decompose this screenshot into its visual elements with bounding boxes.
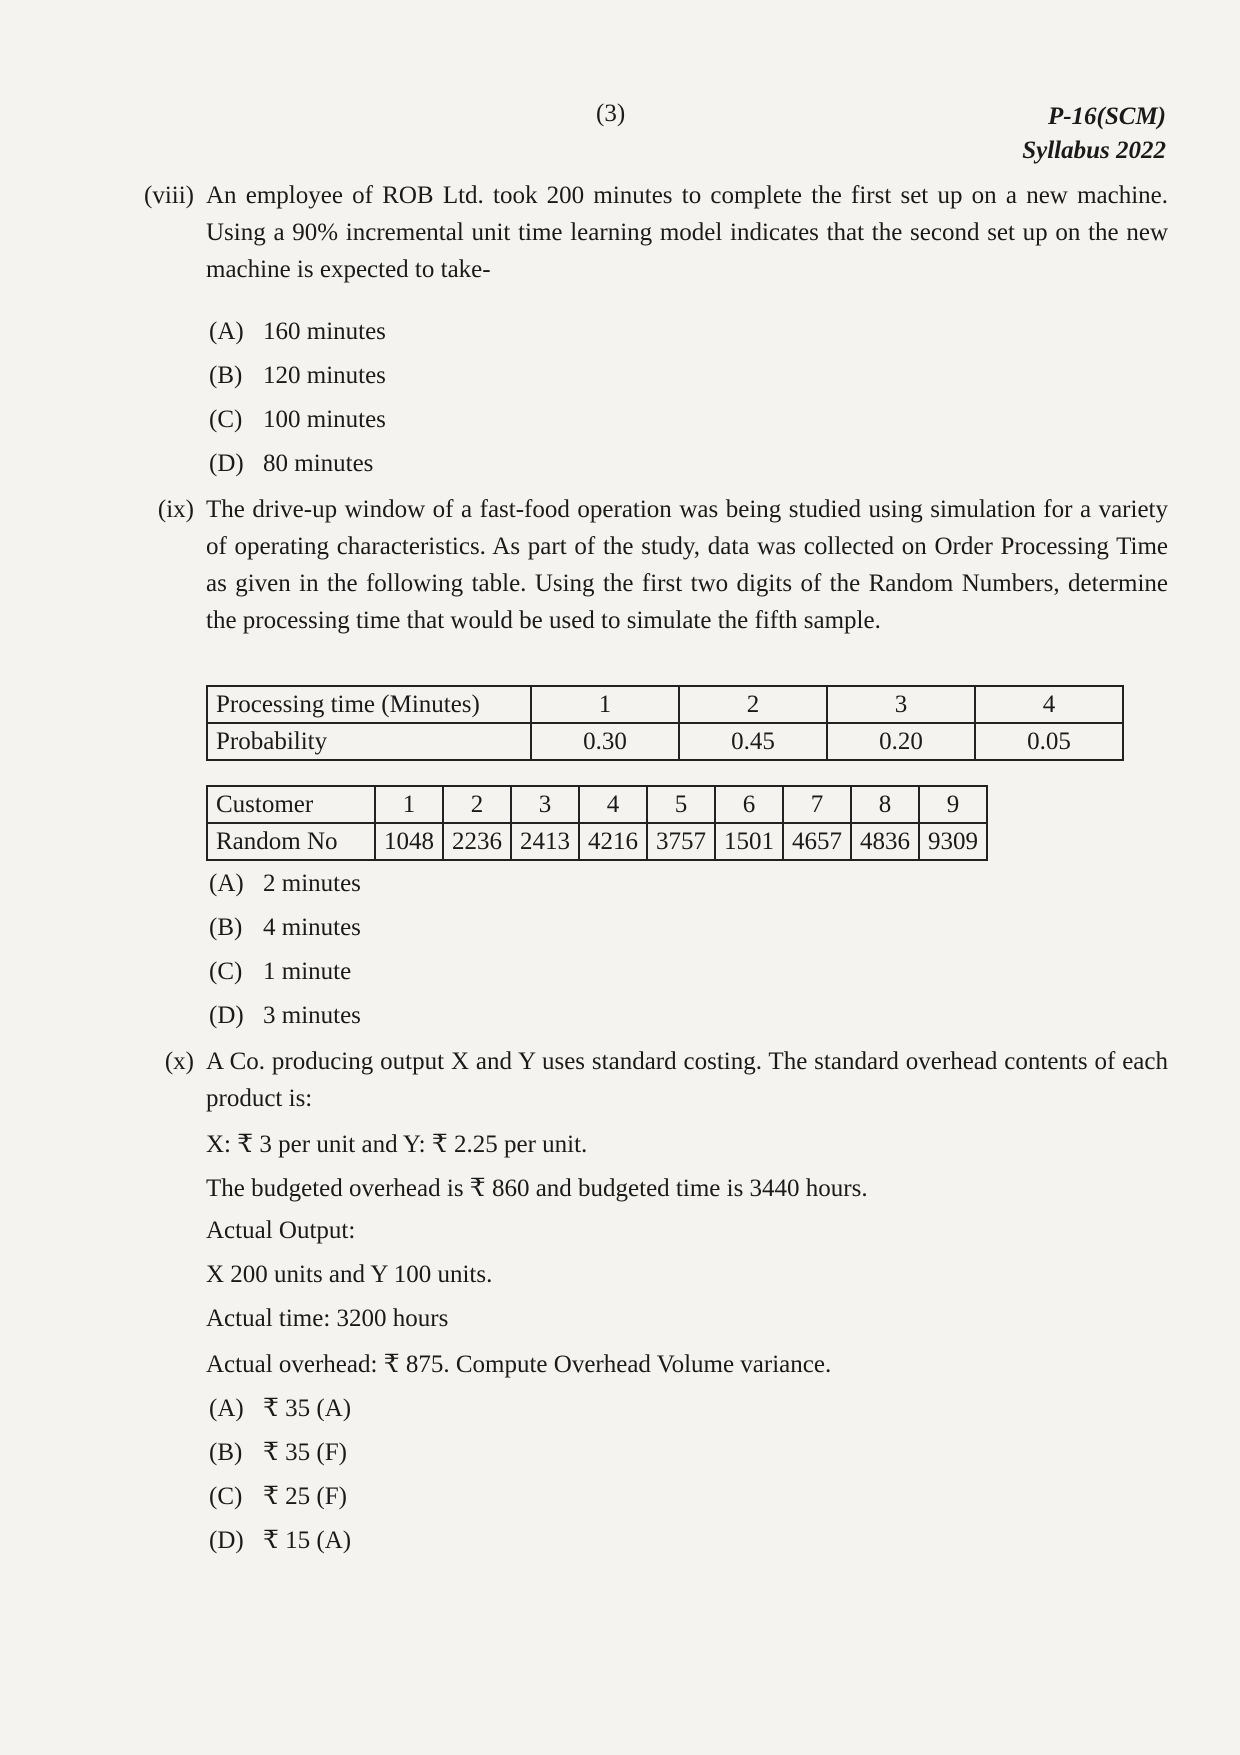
- table-cell: 4836: [851, 823, 919, 860]
- table-cell: 3757: [647, 823, 715, 860]
- option-label: (D): [209, 1527, 244, 1554]
- option-text: ₹ 35 (F): [263, 1439, 347, 1466]
- option-a: [209, 870, 361, 898]
- option-label: (D): [209, 450, 244, 477]
- table-cell: 0.05: [975, 723, 1123, 760]
- option-label: (C): [209, 958, 243, 985]
- text-line: Actual Output:: [206, 1217, 356, 1244]
- option-c: [209, 406, 386, 434]
- table-cell: 1048: [375, 823, 443, 860]
- syllabus-label: Syllabus 2022: [1022, 137, 1166, 164]
- row-label: Random No: [207, 823, 375, 860]
- table-cell: 3: [827, 686, 975, 723]
- text-line: Actual overhead: ₹ 875. Compute Overhead Volume variance.: [206, 1351, 832, 1378]
- table-cell: 1501: [715, 823, 783, 860]
- option-text: ₹ 25 (F): [263, 1483, 347, 1510]
- table-cell: 8: [851, 786, 919, 823]
- option-label: (A): [209, 1395, 244, 1422]
- option-c: [209, 1481, 347, 1511]
- question-number: (viii): [144, 182, 194, 209]
- table-cell: 0.20: [827, 723, 975, 760]
- option-c: [209, 958, 351, 986]
- processing-time-table: [206, 685, 1124, 761]
- table-row: [207, 723, 1123, 760]
- option-d: [209, 450, 373, 478]
- table-cell: 0.45: [679, 723, 827, 760]
- table-cell: 2413: [511, 823, 579, 860]
- page-number: (3): [596, 100, 626, 127]
- table-cell: 4657: [783, 823, 851, 860]
- text-line: X 200 units and Y 100 units.: [206, 1261, 493, 1288]
- question-number: (ix): [157, 496, 194, 523]
- option-text: 1 minute: [263, 958, 352, 985]
- option-a: [209, 318, 386, 346]
- text-line: X: ₹ 3 per unit and Y: ₹ 2.25 per unit.: [206, 1131, 588, 1158]
- option-label: (C): [209, 406, 243, 433]
- option-label: (C): [209, 1483, 243, 1510]
- table-row: [207, 786, 987, 823]
- table-cell: 1: [375, 786, 443, 823]
- table-cell: 9: [919, 786, 987, 823]
- paper-code: P-16(SCM): [1047, 103, 1166, 130]
- question-text: A Co. producing output X and Y uses standard costing. The standard overhead contents of each product is:: [206, 1048, 1168, 1112]
- option-label: (A): [209, 318, 244, 345]
- text-line: Actual time: 3200 hours: [206, 1305, 449, 1332]
- question-number: (x): [164, 1048, 194, 1075]
- table-cell: 9309: [919, 823, 987, 860]
- table-cell: 3: [511, 786, 579, 823]
- option-text: 4 minutes: [263, 914, 361, 941]
- table-cell: 7: [783, 786, 851, 823]
- question-text: An employee of ROB Ltd. took 200 minutes to complete the first set up on a new machine. Using a 90% incremental unit time learning model indicates that the second set up on the new machine is expected to take-: [206, 182, 1168, 283]
- option-text: ₹ 35 (A): [263, 1395, 352, 1422]
- option-text: 80 minutes: [263, 450, 374, 477]
- table-cell: 4: [975, 686, 1123, 723]
- table-cell: 2: [443, 786, 511, 823]
- table-cell: 2236: [443, 823, 511, 860]
- option-b: [209, 1437, 347, 1467]
- option-label: (B): [209, 362, 243, 389]
- option-label: (B): [209, 914, 243, 941]
- table-cell: 1: [531, 686, 679, 723]
- option-a: [209, 1393, 351, 1423]
- option-b: [209, 914, 361, 942]
- option-text: 100 minutes: [263, 406, 386, 433]
- table-cell: 6: [715, 786, 783, 823]
- question-text: The drive-up window of a fast-food operation was being studied using simulation for a variety of operating characteristics. As part of the study, data was collected on Order Processing Time as given in the following table. Using the first two digits of the Random Numbers, determine the processing time that would be used to simulate the fifth sample.: [206, 496, 1168, 634]
- row-label: Processing time (Minutes): [207, 686, 531, 723]
- row-label: Customer: [207, 786, 375, 823]
- option-b: [209, 362, 386, 390]
- table-row: [207, 686, 1123, 723]
- option-label: (A): [209, 870, 244, 897]
- option-text: 160 minutes: [263, 318, 386, 345]
- row-label: Probability: [207, 723, 531, 760]
- table-cell: 4: [579, 786, 647, 823]
- table-cell: 0.30: [531, 723, 679, 760]
- option-d: [209, 1002, 361, 1030]
- option-label: (B): [209, 1439, 243, 1466]
- table-cell: 2: [679, 686, 827, 723]
- option-d: [209, 1525, 351, 1555]
- option-text: 2 minutes: [263, 870, 361, 897]
- table-cell: 4216: [579, 823, 647, 860]
- option-text: ₹ 15 (A): [263, 1527, 352, 1554]
- table-row: [207, 823, 987, 860]
- option-label: (D): [209, 1002, 244, 1029]
- text-line: The budgeted overhead is ₹ 860 and budgeted time is 3440 hours.: [206, 1175, 868, 1202]
- paper-header: [1022, 100, 1166, 168]
- random-number-table: [206, 785, 988, 861]
- table-cell: 5: [647, 786, 715, 823]
- option-text: 120 minutes: [263, 362, 386, 389]
- option-text: 3 minutes: [263, 1002, 361, 1029]
